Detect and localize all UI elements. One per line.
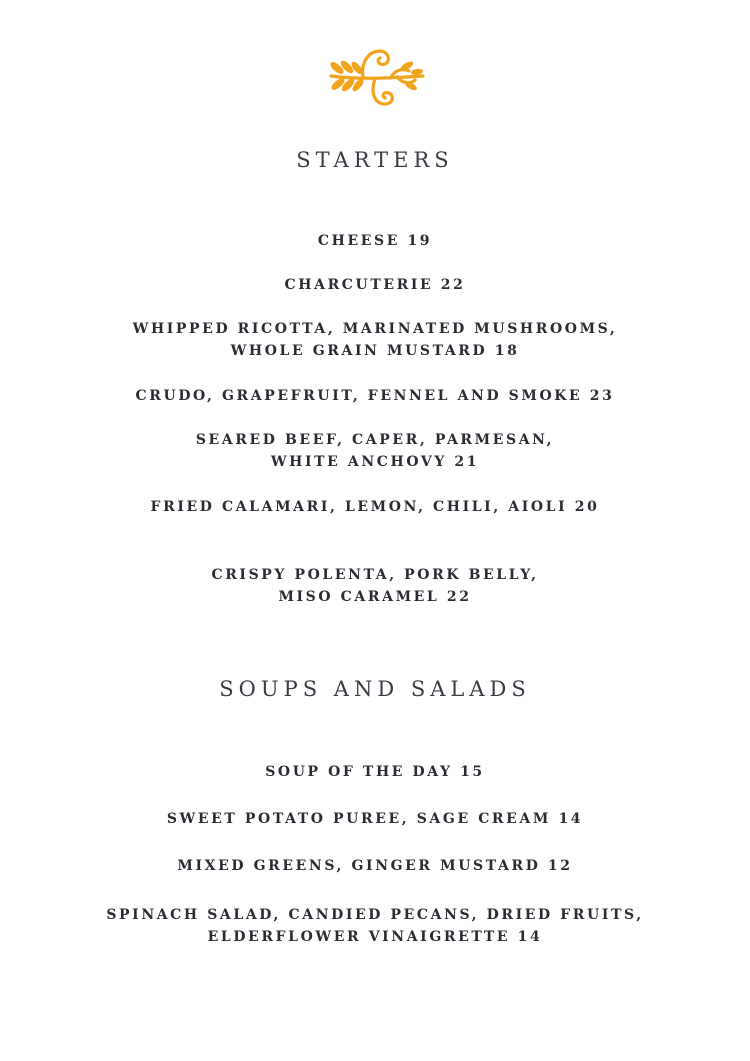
menu-item: FRIED CALAMARI, LEMON, CHILI, AIOLI 20 (150, 499, 600, 515)
menu-item: SPINACH SALAD, CANDIED PECANS, DRIED FRUITS, ELDERFLOWER VINAIGRETTE 14 (106, 907, 644, 945)
menu-item: SOUP OF THE DAY 15 (265, 764, 485, 780)
menu-item: CHEESE 19 (317, 233, 433, 249)
menu-item: WHIPPED RICOTTA, MARINATED MUSHROOMS, WHOLE GRAIN MUSTARD 18 (132, 321, 618, 359)
menu-item: CRISPY POLENTA, PORK BELLY, MISO CARAMEL 22 (211, 567, 539, 605)
section-title-soups-and-salads: SOUPS AND SALADS (219, 677, 531, 701)
section-title-starters: STARTERS (296, 148, 454, 172)
leaf-flourish-icon (323, 46, 429, 112)
menu-item: CRUDO, GRAPEFRUIT, FENNEL AND SMOKE 23 (135, 388, 615, 404)
menu-item: SEARED BEEF, CAPER, PARMESAN, WHITE ANCHOVY 21 (195, 432, 555, 470)
menu-item: MIXED GREENS, GINGER MUSTARD 12 (177, 858, 573, 874)
menu-item: SWEET POTATO PUREE, SAGE CREAM 14 (166, 811, 584, 827)
menu-item: CHARCUTERIE 22 (284, 277, 466, 293)
